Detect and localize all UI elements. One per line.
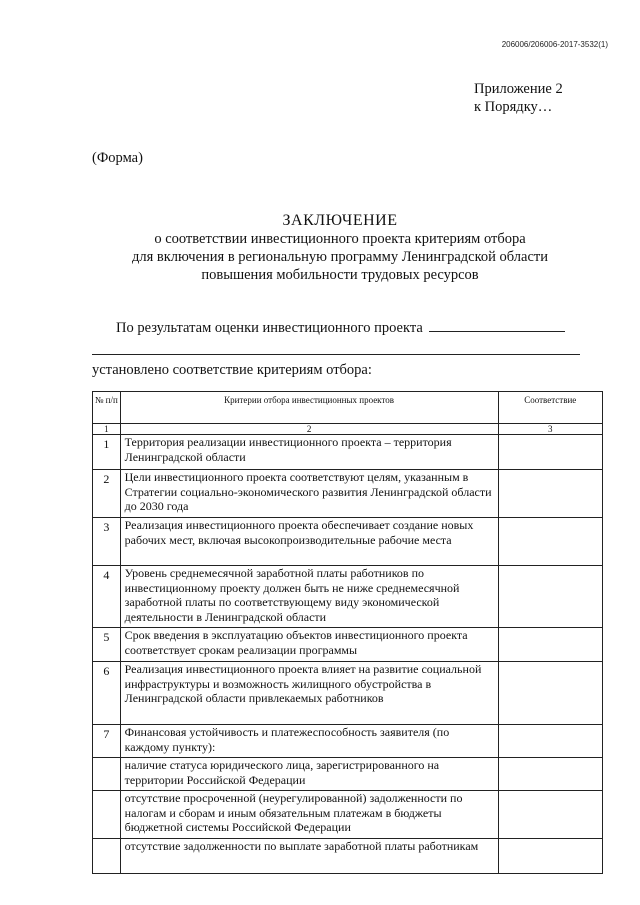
criterion-text: наличие статуса юридического лица, зарегистрированного на территории Российской Федерации bbox=[120, 758, 498, 791]
heading-line-3: повышения мобильности трудовых ресурсов bbox=[201, 267, 479, 283]
conformity-cell[interactable] bbox=[498, 758, 602, 791]
document-title: ЗАКЛЮЧЕНИЕ bbox=[282, 212, 398, 229]
row-number: 1 bbox=[93, 435, 121, 470]
row-number: 7 bbox=[93, 725, 121, 758]
table-row bbox=[93, 566, 603, 628]
table-row bbox=[93, 470, 603, 518]
criteria-table bbox=[92, 391, 603, 874]
column-number: 3 bbox=[498, 424, 602, 435]
conformity-cell[interactable] bbox=[498, 566, 602, 628]
appendix-line-2: к Порядку… bbox=[474, 99, 553, 115]
appendix-reference bbox=[474, 80, 563, 116]
project-name-blank bbox=[429, 317, 565, 332]
result-text: По результатам оценки инвестиционного проекта bbox=[116, 320, 423, 336]
criterion-text: Срок введения в эксплуатацию объектов инвестиционного проекта соответствует срокам реализации программы bbox=[120, 628, 498, 662]
conformity-cell[interactable] bbox=[498, 628, 602, 662]
row-number: 5 bbox=[93, 628, 121, 662]
row-number bbox=[93, 758, 121, 791]
project-name-blank-line bbox=[92, 354, 580, 355]
row-number: 6 bbox=[93, 662, 121, 725]
criterion-text: Цели инвестиционного проекта соответствуют целям, указанным в Стратегии социально-экономического развития Ленинградской области до 2030 года bbox=[120, 470, 498, 518]
criterion-text: отсутствие просроченной (неурегулированной) задолженности по налогам и сборам и иным обязательным платежам в бюджеты бюджетной системы Российской Федерации bbox=[120, 791, 498, 839]
document-heading bbox=[90, 212, 590, 284]
criterion-text: Реализация инвестиционного проекта обеспечивает создание новых рабочих мест, включая высокопроизводительные рабочие места bbox=[120, 518, 498, 566]
conformity-cell[interactable] bbox=[498, 470, 602, 518]
appendix-line-1: Приложение 2 bbox=[474, 81, 563, 97]
conformity-cell[interactable] bbox=[498, 839, 602, 874]
criterion-text: отсутствие задолженности по выплате заработной платы работникам bbox=[120, 839, 498, 874]
conformity-cell[interactable] bbox=[498, 435, 602, 470]
conformity-cell[interactable] bbox=[498, 518, 602, 566]
table-row bbox=[93, 518, 603, 566]
header-num: № п/п bbox=[93, 392, 121, 424]
form-label: (Форма) bbox=[92, 150, 143, 166]
table-row bbox=[93, 839, 603, 874]
document-id: 206006/206006-2017-3532(1) bbox=[501, 40, 608, 49]
conformity-cell[interactable] bbox=[498, 791, 602, 839]
header-conformity: Соответствие bbox=[498, 392, 602, 424]
criterion-text: Реализация инвестиционного проекта влияет на развитие социальной инфраструктуры и возможность жилищного обустройства в Ленинградской области привлекаемых работников bbox=[120, 662, 498, 725]
table-row bbox=[93, 791, 603, 839]
criterion-text: Уровень среднемесячной заработной платы работников по инвестиционному проекту должен быть не ниже среднемесячной заработной платы по соответствующему виду экономической деятельности в Ленинградской области bbox=[120, 566, 498, 628]
table-row bbox=[93, 758, 603, 791]
column-number-row bbox=[93, 424, 603, 435]
table-row bbox=[93, 435, 603, 470]
heading-line-1: о соответствии инвестиционного проекта критериям отбора bbox=[154, 231, 526, 247]
heading-line-2: для включения в региональную программу Ленинградской области bbox=[131, 249, 549, 265]
table-row bbox=[93, 628, 603, 662]
column-number: 1 bbox=[93, 424, 121, 435]
criterion-text: Финансовая устойчивость и платежеспособность заявителя (по каждому пункту): bbox=[120, 725, 498, 758]
conformity-cell[interactable] bbox=[498, 662, 602, 725]
column-number: 2 bbox=[120, 424, 498, 435]
header-criteria: Критерии отбора инвестиционных проектов bbox=[120, 392, 498, 424]
row-number: 2 bbox=[93, 470, 121, 518]
row-number: 4 bbox=[93, 566, 121, 628]
established-text: установлено соответствие критериям отбора: bbox=[92, 362, 372, 378]
row-number: 3 bbox=[93, 518, 121, 566]
row-number bbox=[93, 791, 121, 839]
table-header-row bbox=[93, 392, 603, 424]
result-line bbox=[116, 317, 565, 337]
table-row bbox=[93, 725, 603, 758]
conformity-cell[interactable] bbox=[498, 725, 602, 758]
row-number bbox=[93, 839, 121, 874]
table-row bbox=[93, 662, 603, 725]
criterion-text: Территория реализации инвестиционного проекта – территория Ленинградской области bbox=[120, 435, 498, 470]
